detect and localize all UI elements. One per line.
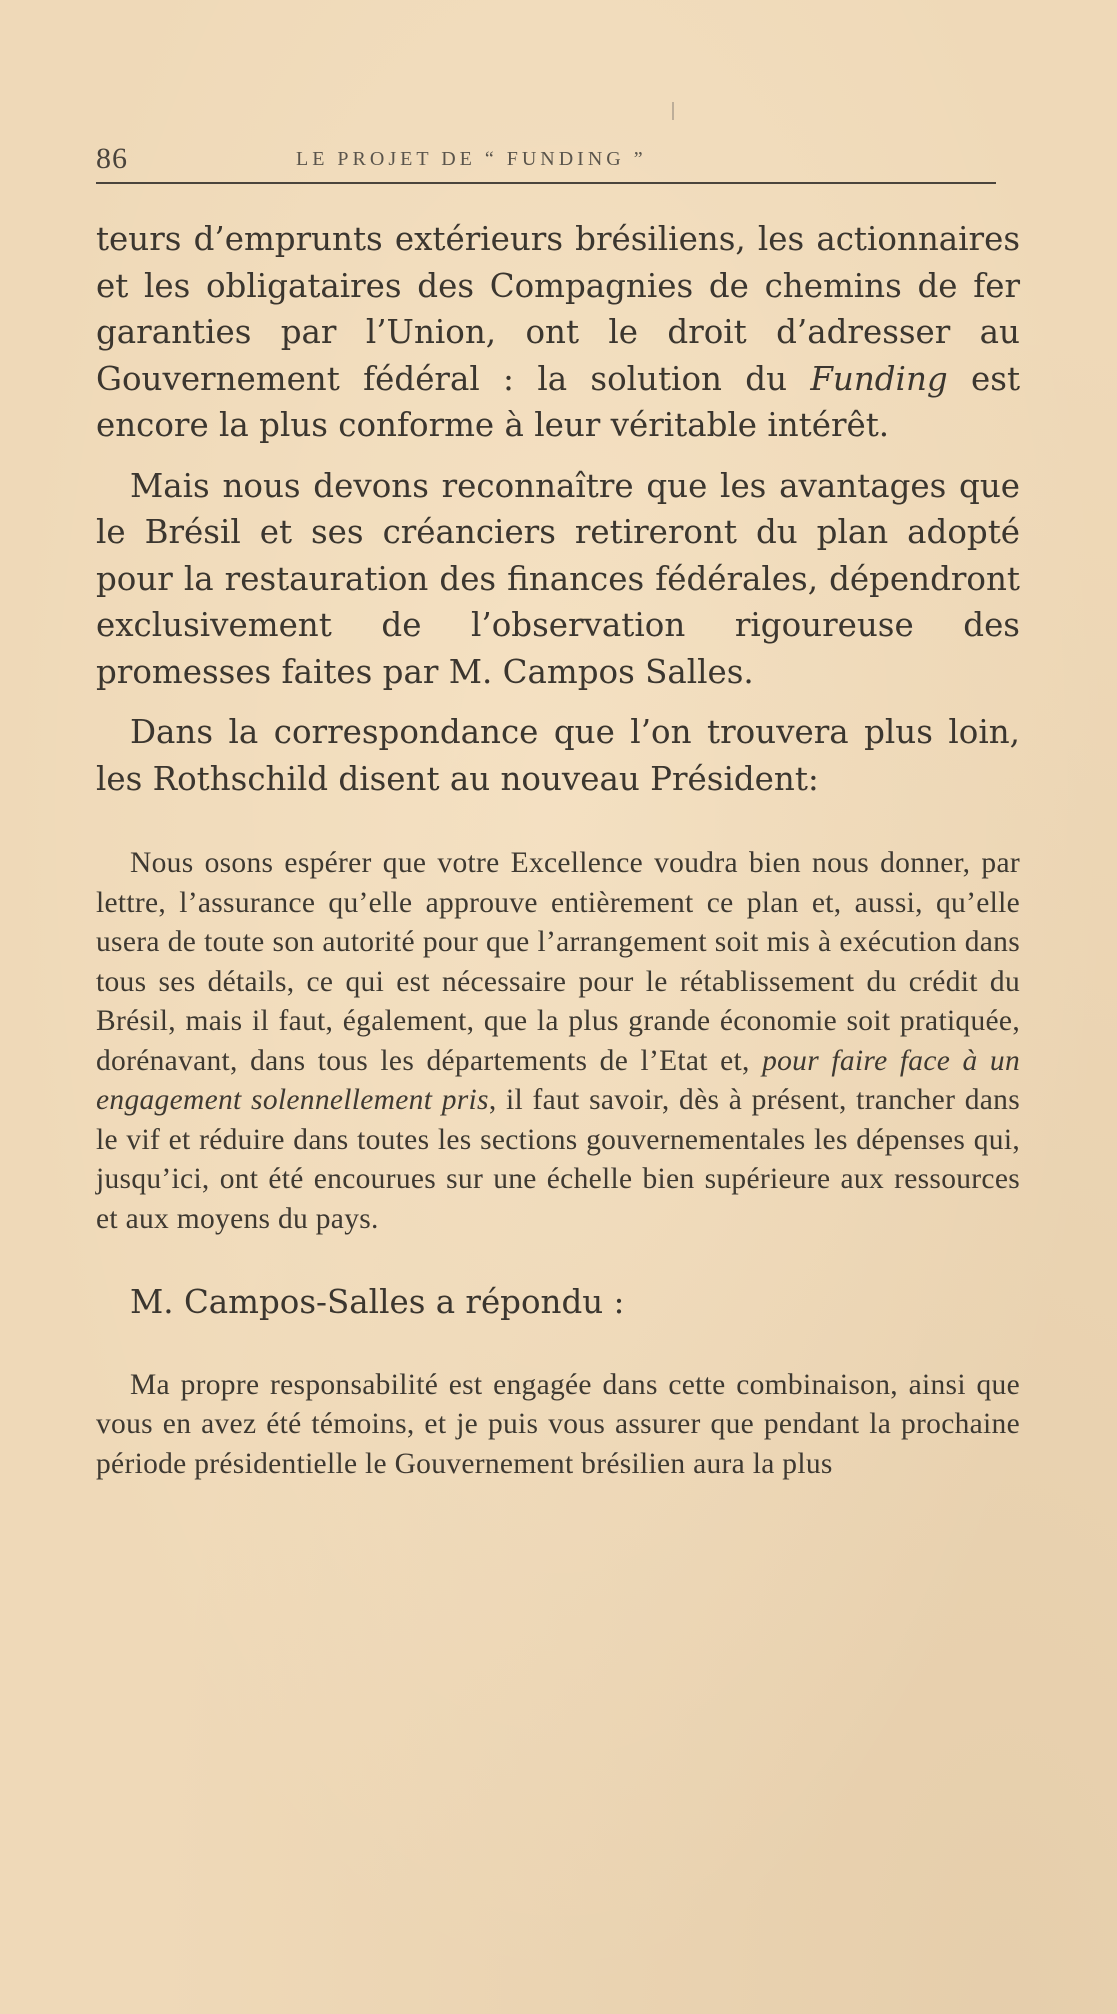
paragraph-text: teurs d’emprunts extérieurs brésiliens, les actionnaires et les obligataires des Compagnies de chemins de fer garanties par l’Union, ont le droit d’adresser au Gouvernement fédéral : la solution du — [96, 220, 1020, 398]
paragraph-advantages: Mais nous devons reconnaître que les avantages que le Brésil et ses créanciers retireront du plan adopté pour la restauration des finances fédérales, dépendront exclusivement de l’observation rigoureuse des promesses faites par M. Campos Salles. — [96, 466, 1020, 691]
page-number: 86 — [96, 142, 128, 175]
quote-text: Nous osons espérer que votre Excellence voudra bien nous donner, par lettre, l’assurance qu’elle approuve entièrement ce plan et, aussi, qu’elle usera de toute son autorité pour que l’arrangement soit mis à exécution dans tous ses détails, ce qui est nécessaire pour le rétablissement du crédit du Brésil, mais il faut, également, que la plus grande économie soit pratiquée, dorénavant, dans tous les départements de l’Etat et, — [96, 847, 1020, 1077]
print-mark — [672, 102, 674, 120]
quote-italic: pour faire face à un engagement solennellement pris — [96, 1044, 1020, 1116]
quote-text: , il faut savoir, dès à présent, trancher dans le vif et réduire dans toutes les sections gouvernementales les dépenses qui, jusqu’ici, ont été encourues sur une échelle bien supérieure aux ressources et aux moyens du pays. — [96, 1084, 1020, 1235]
quote-campos-salles: Ma propre responsabilité est engagée dans cette combinaison, ainsi que vous en avez été témoins, et je puis vous assurer que pendant la prochaine période présidentielle le Gouvernement brésilien aura la plus — [96, 1368, 1020, 1480]
running-header — [96, 138, 996, 184]
book-page — [96, 138, 1024, 1484]
paragraph-correspondence: Dans la correspondance que l’on trouvera plus loin, les Rothschild disent au nouveau Président: — [96, 713, 1020, 798]
quote-rothschild — [96, 844, 1020, 1239]
paragraph-text: est encore la plus conforme à leur véritable intérêt. — [96, 359, 1020, 444]
funding-italic: Funding — [810, 359, 948, 398]
page-body — [96, 216, 1020, 1484]
paragraph-campos-reply: M. Campos-Salles a répondu : — [130, 1283, 625, 1321]
running-title: LE PROJET DE “ FUNDING ” — [296, 148, 647, 170]
paragraph-funding-conclusion — [96, 216, 1020, 449]
